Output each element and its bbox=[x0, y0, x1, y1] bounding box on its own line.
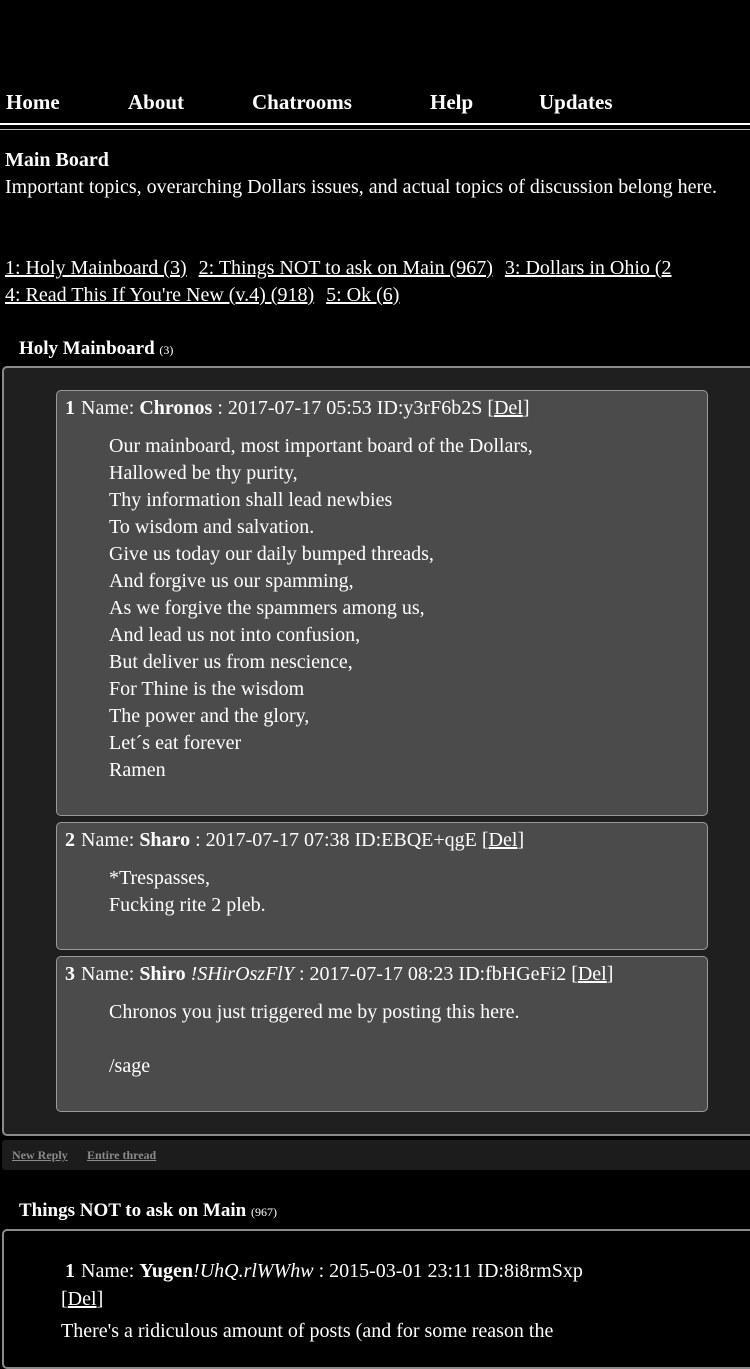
nav-divider bbox=[0, 123, 750, 125]
post-meta: : 2017-07-17 07:38 ID:EBQE+qgE [ bbox=[190, 829, 489, 851]
thread-footer bbox=[2, 1140, 750, 1170]
thread-index bbox=[5, 255, 750, 309]
poster-name: Chronos bbox=[139, 397, 213, 419]
post-body: Chronos you just triggered me by posting this here. /sage bbox=[109, 1001, 520, 1077]
nav-help[interactable]: Help bbox=[430, 90, 474, 114]
post-number[interactable]: 3 bbox=[65, 963, 75, 985]
thread-index-row-2 bbox=[5, 282, 750, 309]
thread-title bbox=[19, 335, 173, 364]
delete-link[interactable]: Del bbox=[488, 829, 518, 851]
nav-about[interactable]: About bbox=[128, 90, 185, 114]
poster-name: Sharo bbox=[139, 829, 191, 851]
post-body: *Trespasses, Fucking rite 2 pleb. bbox=[109, 867, 266, 916]
thread-title-text: Things NOT to ask on Main bbox=[19, 1200, 247, 1221]
thread-link-2[interactable]: 2: Things NOT to ask on Main (967) bbox=[198, 257, 493, 279]
poster-name: Yugen bbox=[139, 1260, 194, 1282]
thread-title-text: Holy Mainboard bbox=[19, 338, 155, 359]
nav-updates[interactable]: Updates bbox=[539, 90, 613, 114]
poster-tripcode: !SHirOszFlY bbox=[185, 963, 294, 985]
post-meta: : 2017-07-17 08:23 ID:fbHGeFi2 [ bbox=[294, 963, 578, 985]
entire-thread-link[interactable]: Entire thread bbox=[87, 1148, 157, 1162]
bracket-open: [ bbox=[61, 1288, 68, 1310]
name-label: Name: bbox=[81, 829, 135, 851]
post-number[interactable]: 1 bbox=[65, 1260, 75, 1282]
poster-tripcode: !UhQ.rlWWhw bbox=[193, 1260, 314, 1282]
bracket-close: ] bbox=[522, 397, 530, 419]
name-label: Name: bbox=[81, 397, 135, 419]
thread-link-3[interactable]: 3: Dollars in Ohio (2 bbox=[504, 257, 672, 279]
thread-index-row-1 bbox=[5, 255, 750, 282]
board-description: Important topics, overarching Dollars issues, and actual topics of discussion belong here. bbox=[5, 176, 718, 198]
post-meta: : 2017-07-17 05:53 ID:y3rF6b2S [ bbox=[212, 397, 494, 419]
bracket-close: ] bbox=[96, 1288, 104, 1310]
name-label: Name: bbox=[81, 1260, 135, 1282]
delete-link[interactable]: Del bbox=[493, 397, 523, 419]
bracket-close: ] bbox=[606, 963, 614, 985]
thread-title bbox=[19, 1197, 277, 1226]
board-header bbox=[5, 147, 750, 201]
name-label: Name: bbox=[81, 963, 135, 985]
bracket-close: ] bbox=[517, 829, 525, 851]
post-meta: : 2015-03-01 23:11 ID:8i8rmSxp bbox=[313, 1260, 583, 1282]
post-header bbox=[65, 961, 613, 988]
new-reply-link[interactable]: New Reply bbox=[12, 1148, 68, 1162]
post-header bbox=[61, 1257, 701, 1313]
thread-reply-count: (3) bbox=[159, 343, 174, 357]
post-header bbox=[65, 827, 524, 854]
nav-chatrooms[interactable]: Chatrooms bbox=[252, 90, 352, 114]
poster-name: Shiro bbox=[139, 963, 186, 985]
post-body: There's a ridiculous amount of posts (and for some reason the bbox=[61, 1320, 554, 1342]
nav-home[interactable]: Home bbox=[6, 90, 60, 114]
nav-divider-secondary bbox=[0, 129, 750, 130]
delete-link[interactable]: Del bbox=[577, 963, 607, 985]
delete-link[interactable]: Del bbox=[67, 1288, 97, 1310]
post bbox=[56, 822, 708, 950]
post bbox=[56, 956, 708, 1112]
thread-link-4[interactable]: 4: Read This If You're New (v.4) (918) bbox=[5, 284, 315, 306]
post bbox=[56, 390, 708, 816]
top-nav bbox=[6, 89, 750, 119]
post-header bbox=[65, 395, 530, 422]
thread-link-5[interactable]: 5: Ok (6) bbox=[326, 284, 400, 306]
thread-link-1[interactable]: 1: Holy Mainboard (3) bbox=[5, 257, 187, 279]
post-number[interactable]: 2 bbox=[65, 829, 75, 851]
post-number[interactable]: 1 bbox=[65, 397, 75, 419]
post-body: Our mainboard, most important board of the Dollars, Hallowed be thy purity, Thy information shall lead newbies To wisdom and salvation. Give us today our daily bumped threads, And forgive us our spamming, As we forgive the spammers among us, And lead us not into confusion, But deliver us from nescience, For Thine is the wisdom The power and the glory, Let´s eat forever Ramen bbox=[109, 435, 533, 781]
thread-reply-count: (967) bbox=[250, 1205, 277, 1219]
board-title: Main Board bbox=[5, 149, 109, 171]
